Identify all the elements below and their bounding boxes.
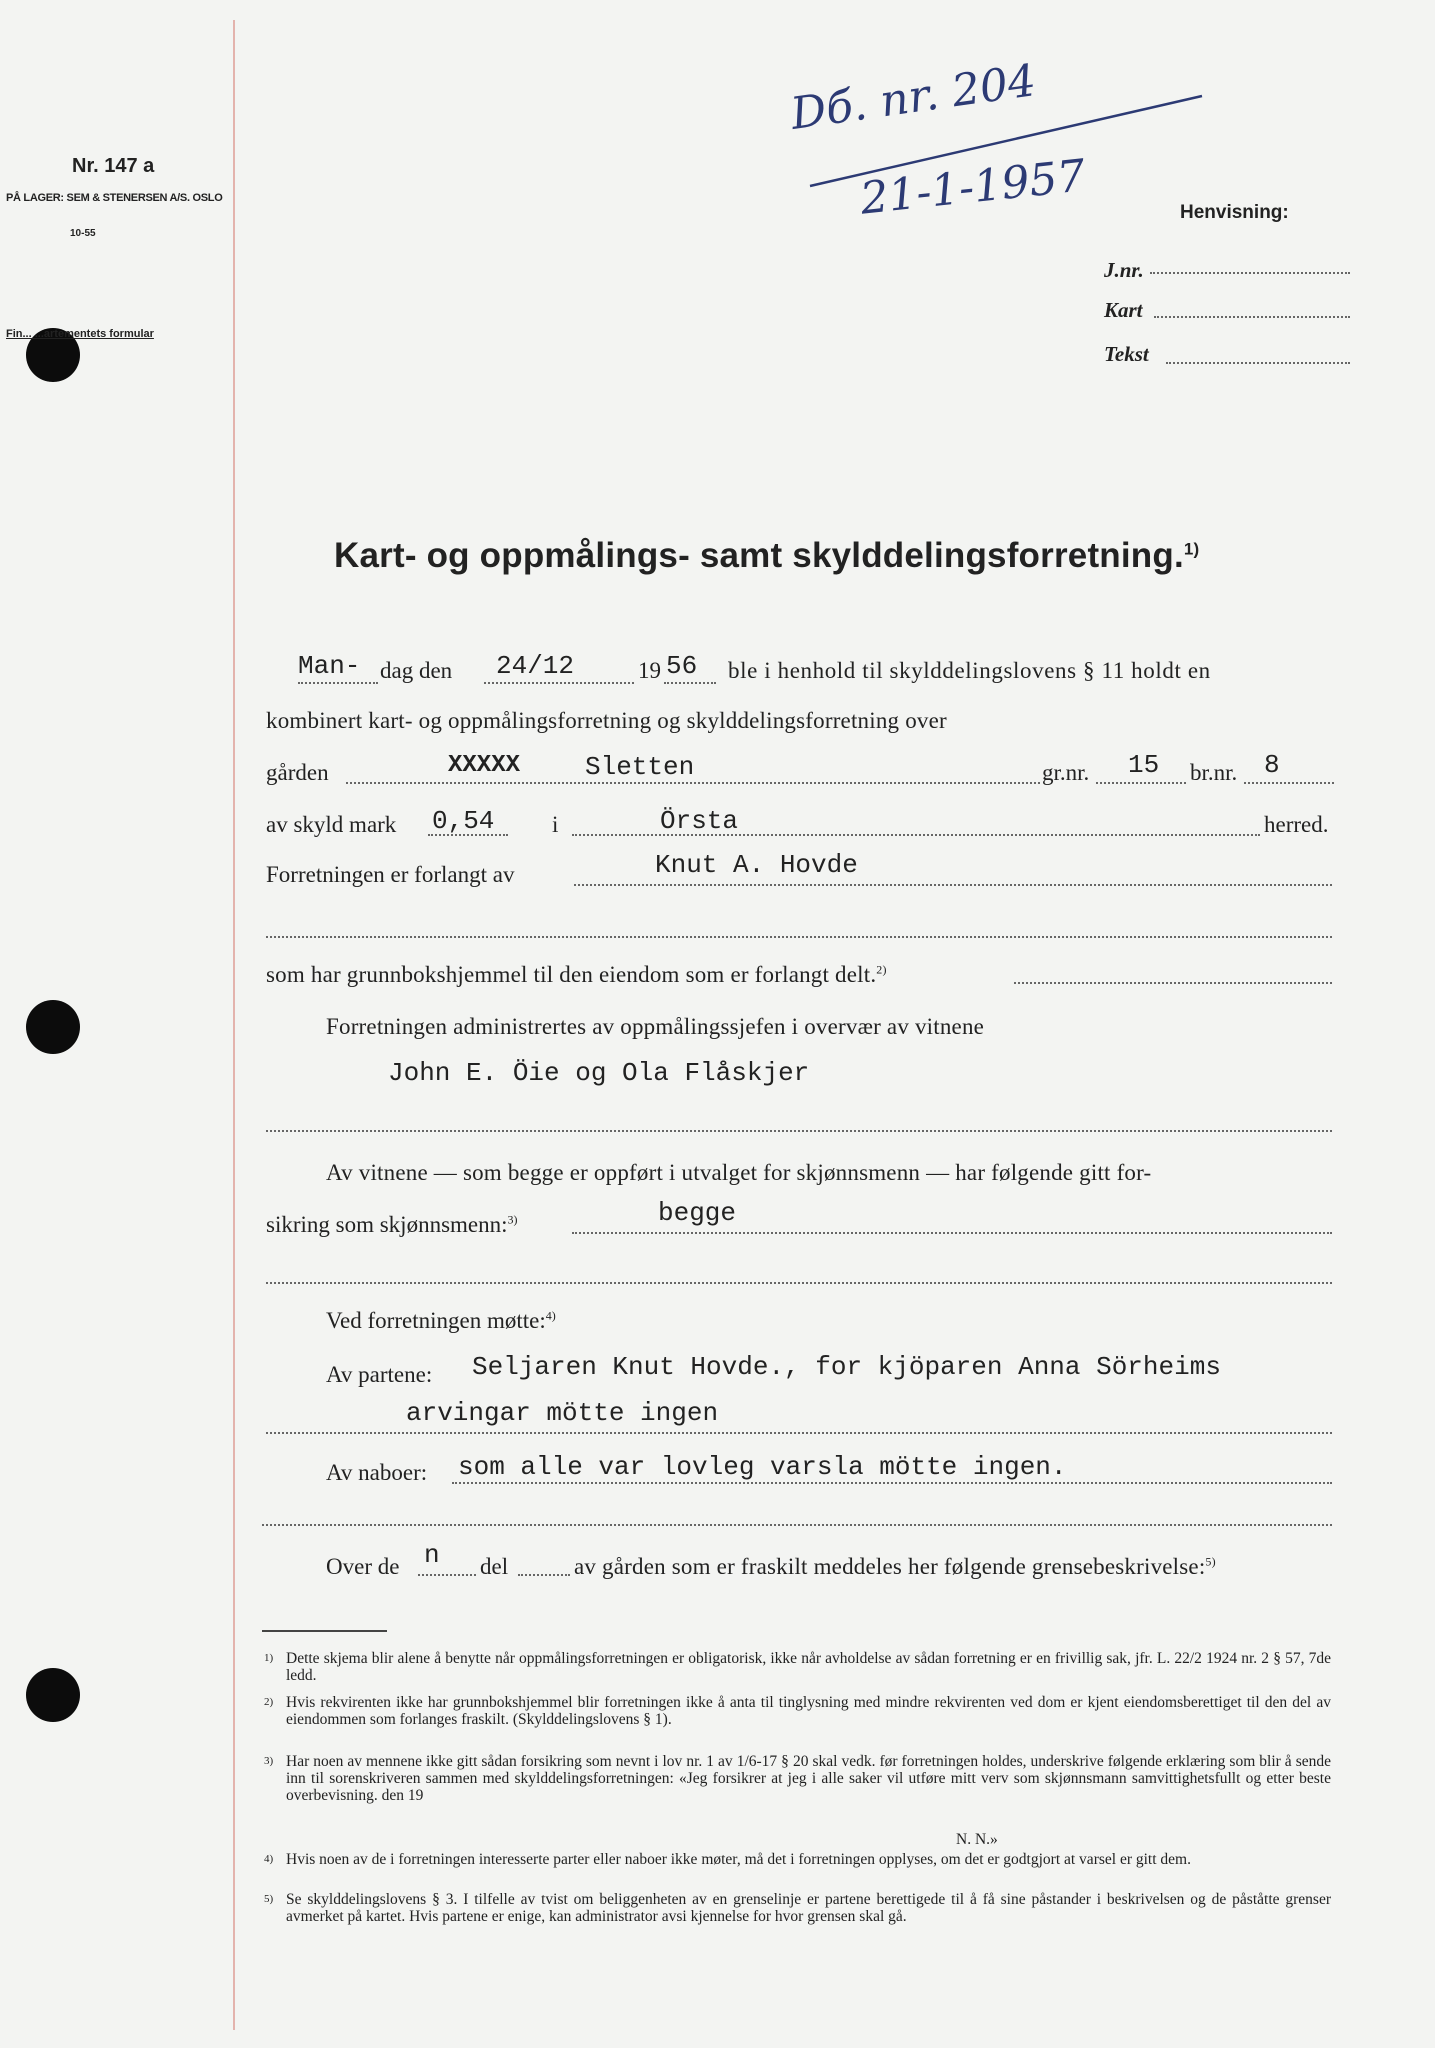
requested-by-value: Knut A. Hovde bbox=[655, 850, 858, 880]
reference-heading: Henvisning: bbox=[1180, 202, 1289, 223]
witness-line-2-dots bbox=[572, 1232, 1332, 1234]
grnr-label: gr.nr. bbox=[1042, 760, 1090, 785]
witness-line-2-value: begge bbox=[658, 1198, 737, 1228]
parties-line bbox=[266, 1432, 1332, 1434]
footnote-5: 5) Se skylddelingslovens § 3. I tilfelle av tvist om beliggenheten av en grenselinje er partene berettigede til å få sine påstander i beskrivelsen og de påståtte grenser avmerket på kartet. Hvis partene er enige, kan administrator avsi kjennelse for hvor grensen skal gå. bbox=[264, 1891, 1331, 1925]
municipality-value: Örsta bbox=[660, 806, 739, 836]
over-rest: av gården som er fraskilt meddeles her følgende grensebeskrivelse:$^{5)}$ bbox=[574, 1554, 1216, 1579]
over-value: n bbox=[424, 1540, 440, 1570]
document-title: Kart- og oppmålings- samt skylddelingsforretning.$^{1)}$ bbox=[334, 536, 1200, 575]
edition: 10-55 bbox=[70, 228, 96, 239]
date-line bbox=[484, 682, 634, 684]
requested-label: Forretningen er forlangt av bbox=[266, 862, 515, 887]
margin-rule bbox=[233, 20, 235, 2030]
witness-line-2-label: sikring som skjønnsmenn:$^{3)}$ bbox=[266, 1212, 518, 1237]
witness-line-1: Av vitnene — som begge er oppført i utvalget for skjønnsmenn — har følgende gitt for- bbox=[326, 1160, 1152, 1185]
brnr-label: br.nr. bbox=[1190, 760, 1238, 785]
line1-rest: ble i henhold til skylddelingslovens § 11 holdt en bbox=[728, 658, 1211, 683]
municipality-line bbox=[572, 834, 1260, 836]
neighbours-line-2 bbox=[262, 1524, 1332, 1526]
footnote-nn: N. N.» bbox=[956, 1831, 998, 1848]
footnote-3: 3) Har noen av mennene ikke gitt sådan forsikring som nevnt i lov nr. 1 av 1/6-17 § 20 skal vedk. før forretningen holdes, underskrive følgende erklæring som blir å sende inn til sorenskriveren sammen med skylddelingsforretningen: «Jeg forsikrer at jeg i alle saker vil utføre mitt verv som skjønnsmann samvittighetsfullt og etter beste overbevisning. den 19 bbox=[264, 1753, 1331, 1804]
requested-line-2 bbox=[266, 936, 1332, 938]
del-line bbox=[518, 1574, 570, 1576]
neighbours-label: Av naboer: bbox=[326, 1460, 428, 1485]
dag-den-label: dag den bbox=[380, 658, 453, 683]
punch-hole-3 bbox=[26, 1668, 80, 1722]
skyld-label: av skyld mark bbox=[266, 812, 397, 837]
footnote-rule bbox=[262, 1630, 387, 1632]
grunnbok-text: som har grunnbokshjemmel til den eiendom som er forlangt delt.$^{2)}$ bbox=[266, 962, 887, 987]
neighbours-line bbox=[452, 1482, 1332, 1484]
requested-line bbox=[574, 884, 1332, 886]
weekday-line bbox=[298, 682, 378, 684]
footnote-2: 2) Hvis rekvirenten ikke har grunnbokshjemmel blir forretningen ikke å anta til tinglysning med mindre rekvirenten ved dom er kjent eiendomsberettiget til den del av eiendommen som forlanges fraskilt. (Skylddelingslovens § 1). bbox=[264, 1694, 1331, 1728]
parties-value-2: arvingar mötte ingen bbox=[406, 1398, 719, 1428]
witnesses-line bbox=[266, 1130, 1332, 1132]
present-label: Ved forretningen møtte:$^{4)}$ bbox=[326, 1308, 556, 1333]
weekday-value: Man- bbox=[298, 651, 361, 681]
farm-name: Sletten bbox=[585, 752, 695, 782]
ref-jnr-label: J.nr. bbox=[1104, 258, 1144, 282]
line2-text: kombinert kart- og oppmålingsforretning og skylddelingsforretning over bbox=[266, 708, 947, 733]
stamp-underline bbox=[800, 90, 1210, 200]
punch-hole-2 bbox=[26, 1000, 80, 1054]
i-label: i bbox=[552, 812, 559, 837]
farm-label: gården bbox=[266, 760, 329, 785]
over-label: Over de bbox=[326, 1554, 400, 1579]
parties-label: Av partene: bbox=[326, 1362, 433, 1387]
farm-line bbox=[346, 782, 1040, 784]
ref-kart-line bbox=[1154, 316, 1350, 318]
ref-jnr-line bbox=[1150, 272, 1350, 274]
year-suffix: 56 bbox=[666, 651, 698, 681]
stamp-date: 21-1-1957 bbox=[857, 150, 1088, 225]
brnr-value: 8 bbox=[1264, 750, 1280, 780]
footnote-1: 1) Dette skjema blir alene å benytte når oppmålingsforretningen er obligatorisk, ikke når avholdelse av sådan forretning er en frivillig sak, jfr. L. 22/2 1924 nr. 2 § 57, 7de ledd. bbox=[264, 1650, 1331, 1684]
administered-text: Forretningen administrertes av oppmålingssjefen i overvær av vitnene bbox=[326, 1014, 985, 1039]
del-label: del bbox=[480, 1554, 509, 1579]
year-line bbox=[664, 682, 716, 684]
skyld-value: 0,54 bbox=[432, 806, 495, 836]
witness-line-3-dots bbox=[266, 1282, 1332, 1284]
stamp-doc-number: Dб. nr. 204 bbox=[787, 55, 1039, 140]
grnr-line bbox=[1096, 782, 1186, 784]
ref-kart-label: Kart bbox=[1104, 298, 1143, 322]
grunnbok-line bbox=[1014, 982, 1332, 984]
ref-tekst-line bbox=[1166, 362, 1350, 364]
witnesses-value: John E. Öie og Ola Flåskjer bbox=[388, 1058, 810, 1088]
skyld-line bbox=[428, 834, 508, 836]
farm-struck: XXXXX bbox=[448, 752, 521, 779]
footnote-4: 4) Hvis noen av de i forretningen interesserte parter eller naboer ikke møter, må det i forretningen opplyses, om det er godtgjort at varsel er gitt dem. bbox=[264, 1851, 1191, 1868]
date-value: 24/12 bbox=[496, 651, 575, 681]
supplier-line: PÅ LAGER: SEM & STENERSEN A/S. OSLO bbox=[6, 192, 223, 204]
form-number: Nr. 147 a bbox=[72, 155, 155, 177]
ref-tekst-label: Tekst bbox=[1104, 342, 1149, 366]
parties-value-1: Seljaren Knut Hovde., for kjöparen Anna Sörheims bbox=[472, 1352, 1221, 1382]
year-prefix: 19 bbox=[638, 658, 661, 683]
neighbours-value: som alle var lovleg varsla mötte ingen. bbox=[458, 1452, 1067, 1482]
over-line bbox=[418, 1574, 476, 1576]
herred-label: herred. bbox=[1264, 812, 1329, 837]
grnr-value: 15 bbox=[1128, 750, 1160, 780]
ministry-form: Fin... ...artementets formular bbox=[6, 328, 154, 340]
brnr-line bbox=[1244, 782, 1334, 784]
